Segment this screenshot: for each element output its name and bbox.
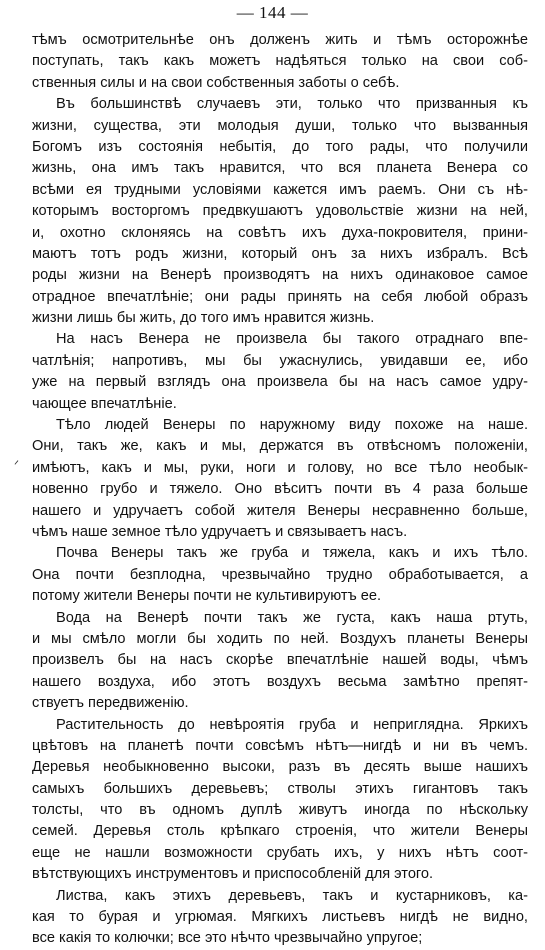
text-line: чатлѣнія; напротивъ, мы бы ужаснулись, увидавши ее, ибо bbox=[32, 352, 528, 369]
text-line: На насъ Венера не произвела бы такого отраднаго впе- bbox=[56, 331, 528, 348]
text-line: жизни, существа, эти молодыя души, только что вызванныя bbox=[32, 117, 528, 134]
text-line: Растительность до невѣроятія груба и неприглядна. Яркихъ bbox=[56, 716, 528, 733]
margin-mark: ᐟ bbox=[14, 458, 20, 472]
text-line: чѣмъ наше земное тѣло удручаетъ и связываетъ насъ. bbox=[32, 523, 408, 540]
text-line: которымъ восторгомъ предвкушаютъ удовольствіе жизни на ней, bbox=[32, 203, 528, 220]
text-line: Тѣло людей Венеры по наружному виду похоже на наше. bbox=[56, 417, 528, 434]
paragraph bbox=[32, 329, 528, 415]
text-line: ствуетъ передвиженію. bbox=[32, 695, 189, 712]
text-line: еще не нашли возможности срубать ихъ, у нихъ нѣтъ соот- bbox=[32, 844, 528, 861]
text-line: Почва Венеры такъ же груба и тяжела, какъ и ихъ тѣло. bbox=[56, 545, 528, 562]
text-line: цвѣтовъ на планетѣ почти совсѣмъ нѣтъ—нигдѣ и ни въ чемъ. bbox=[32, 737, 528, 754]
text-line: тѣмъ осмотрительнѣе онъ долженъ жить и тѣмъ осторожнѣе bbox=[32, 32, 528, 48]
text-line: ственныя силы и на свои собственныя заботы о себѣ. bbox=[32, 74, 400, 91]
text-line: нашего воздуха, ибо этотъ воздухъ весьма замѣтно препят- bbox=[32, 673, 528, 690]
paragraph bbox=[32, 415, 528, 543]
text-line: и мы смѣло могли бы ходить по ней. Воздухъ планеты Венеры bbox=[32, 630, 528, 647]
paragraph bbox=[32, 715, 528, 886]
text-line: Деревья необыкновенно высоки, разъ въ десять выше нашихъ bbox=[32, 759, 528, 776]
paragraph bbox=[32, 608, 528, 715]
text-line: новенно грубо и тяжело. Оно вѣситъ почти въ 4 раза больше bbox=[32, 481, 528, 498]
text-line: Они, такъ же, какъ и мы, держатся въ отвѣсномъ положеніи, bbox=[32, 438, 528, 455]
text-line: Вода на Венерѣ почти такъ же густа, какъ наша ртуть, bbox=[56, 609, 528, 626]
text-line: произвелъ бы на насъ скорѣе впечатлѣніе нашей воды, чѣмъ bbox=[32, 652, 528, 669]
text-line: маютъ тотъ родъ жизни, который онъ за нихъ избралъ. Всѣ bbox=[32, 245, 528, 262]
paragraph bbox=[32, 94, 528, 329]
text-line: роды жизни на Венерѣ производятъ на нихъ одинаковое самое bbox=[32, 267, 528, 284]
paragraph bbox=[32, 886, 528, 950]
text-line: отрадное впечатлѣніе; они рады принять на себя любой образъ bbox=[32, 288, 528, 305]
text-line: семей. Деревья столь крѣпкаго строенія, что жители Венеры bbox=[32, 823, 528, 840]
text-line: жизнь, она имъ такъ нравится, что вся планета Венера со bbox=[32, 160, 528, 177]
text-line: и, охотно склоняясь на совѣтъ ихъ духа-покровителя, прини- bbox=[32, 224, 528, 241]
text-line: уже на первый взглядъ она произвела бы на насъ самое удру- bbox=[32, 374, 528, 391]
text-line: имѣютъ, какъ и мы, руки, ноги и голову, но все тѣло необык- bbox=[32, 459, 528, 476]
page-number: — 144 — bbox=[236, 3, 309, 22]
text-line: кая то бурая и угрюмая. Мягкихъ листьевъ нигдѣ не видно, bbox=[32, 909, 528, 926]
text-line: самыхъ большихъ деревьевъ; стволы этихъ гигантовъ такъ bbox=[32, 780, 528, 797]
text-line: потому жители Венеры почти не культивируютъ ее. bbox=[32, 588, 382, 605]
text-line: чающее впечатлѣніе. bbox=[32, 395, 177, 412]
page-body-text bbox=[32, 30, 528, 950]
text-line: толсты, что въ одномъ дуплѣ живутъ иногда по нѣскольку bbox=[32, 802, 528, 819]
text-line: вѣтствующихъ инструментовъ и приспособленій для этого. bbox=[32, 866, 434, 883]
text-line: нашего и удручаетъ собой жителя Венеры несравненно больше, bbox=[32, 502, 528, 519]
text-line: Богомъ изъ состоянія небытія, до того рады, что получили bbox=[32, 138, 528, 155]
paragraph bbox=[32, 30, 528, 94]
text-line: Въ большинствѣ случаевъ эти, только что призванныя къ bbox=[56, 96, 528, 113]
text-line: всѣми ея трудными условіями кажется имъ раемъ. Они съ нѣ- bbox=[32, 181, 528, 198]
paragraph bbox=[32, 543, 528, 607]
text-line: Листва, какъ этихъ деревьевъ, такъ и кустарниковъ, ка- bbox=[56, 887, 528, 904]
text-line: жизни лишь бы жить, до того имъ нравится жизнь. bbox=[32, 310, 375, 327]
text-line: все какія то колючки; все это нѣчто чрезвычайно упругое; bbox=[32, 930, 423, 947]
text-line: Она почти безплодна, чрезвычайно трудно обработывается, а bbox=[32, 566, 528, 583]
text-line: поступать, такъ какъ можетъ надѣяться только на свои соб- bbox=[32, 53, 528, 70]
